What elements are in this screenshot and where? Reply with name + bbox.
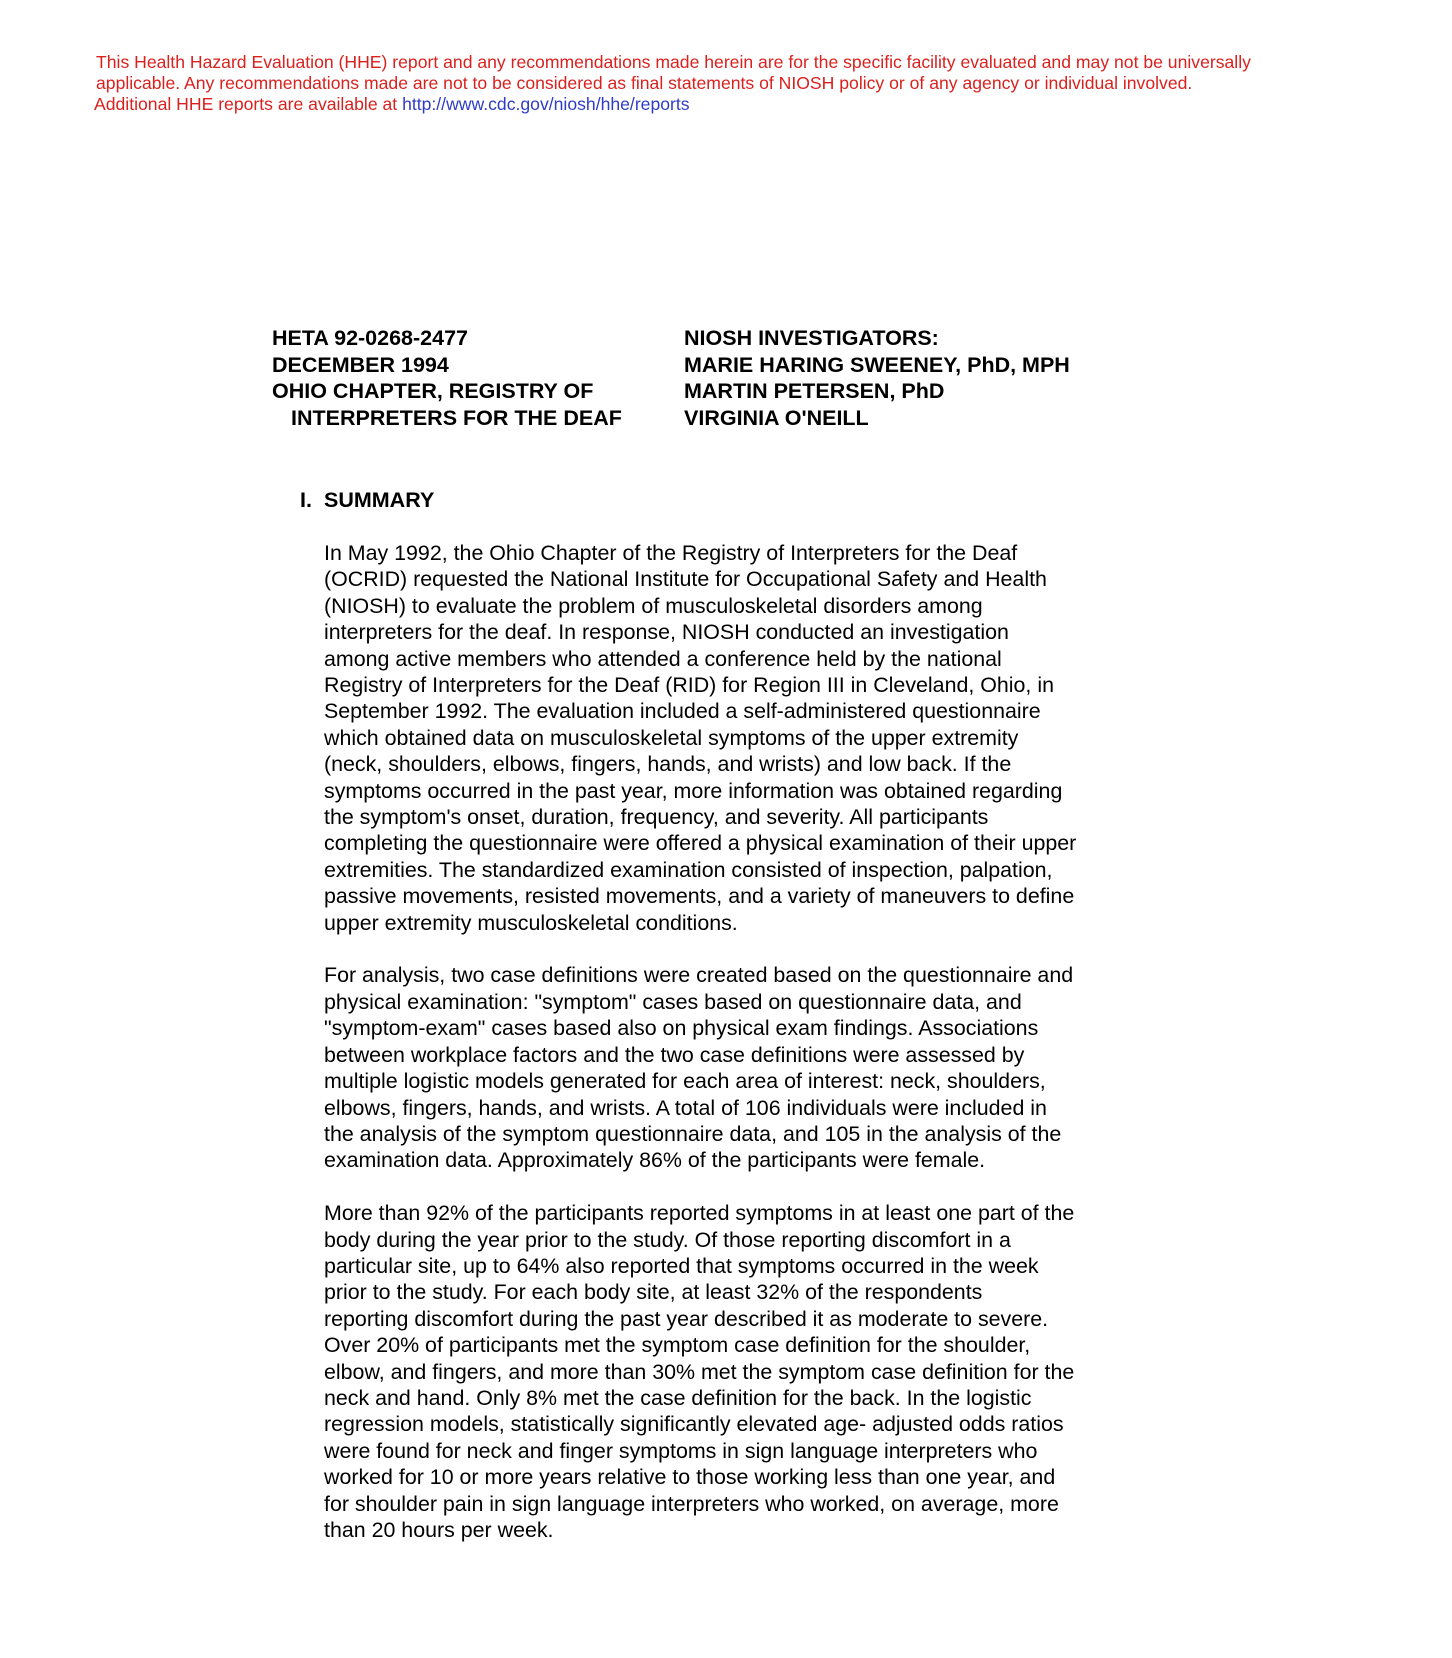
- disclaimer-line-1: This Health Hazard Evaluation (HHE) report and any recommendations made herein are for the specific facility evaluated and may not be universally: [96, 52, 1251, 72]
- paragraph-line: prior to the study. For each body site, at least 32% of the respondents: [324, 1280, 983, 1305]
- report-info: [272, 325, 622, 431]
- paragraph-line: between workplace factors and the two case definitions were assessed by: [324, 1042, 1025, 1067]
- paragraph-line: examination data. Approximately 86% of the participants were female.: [324, 1148, 986, 1173]
- paragraph-line: symptoms occurred in the past year, more information was obtained regarding: [324, 778, 1063, 803]
- paragraph-line: the analysis of the symptom questionnaire data, and 105 in the analysis of the: [324, 1121, 1062, 1146]
- paragraph-line: than 20 hours per week.: [324, 1518, 554, 1542]
- section-heading: [300, 487, 434, 513]
- paragraph-line: regression models, statistically significantly elevated age- adjusted odds ratios: [324, 1412, 1064, 1437]
- summary-paragraph: [324, 540, 1174, 936]
- paragraph-line: reporting discomfort during the past year described it as moderate to severe.: [324, 1306, 1049, 1331]
- paragraph-line: extremities. The standardized examination consisted of inspection, palpation,: [324, 857, 1053, 882]
- report-date: DECEMBER 1994: [272, 352, 449, 377]
- paragraph-line: upper extremity musculoskeletal conditions.: [324, 910, 738, 935]
- investigator-name: VIRGINIA O'NEILL: [684, 405, 869, 430]
- summary-paragraph: [324, 1200, 1174, 1543]
- paragraph-line: Registry of Interpreters for the Deaf (RID) for Region III in Cleveland, Ohio, in: [324, 673, 1054, 698]
- investigators: [684, 325, 1070, 431]
- paragraph-line: worked for 10 or more years relative to those working less than one year, and: [324, 1465, 1056, 1490]
- paragraph-line: elbows, fingers, hands, and wrists. A total of 106 individuals were included in: [324, 1095, 1047, 1120]
- paragraph-line: particular site, up to 64% also reported that symptoms occurred in the week: [324, 1253, 1039, 1278]
- disclaimer-line-3: [94, 94, 1416, 115]
- paragraph-line: (NIOSH) to evaluate the problem of musculoskeletal disorders among: [324, 593, 983, 618]
- investigator-name: MARTIN PETERSEN, PhD: [684, 379, 945, 403]
- paragraph-line: neck and hand. Only 8% met the case definition for the back. In the logistic: [324, 1385, 1032, 1410]
- summary-paragraph: [324, 962, 1174, 1173]
- paragraph-line: (OCRID) requested the National Institute for Occupational Safety and Health: [324, 567, 1047, 592]
- disclaimer-prefix: Additional HHE reports are available at: [94, 94, 403, 114]
- paragraph-line: For analysis, two case definitions were created based on the questionnaire and: [324, 963, 1074, 988]
- paragraph-line: elbow, and fingers, and more than 30% met the symptom case definition for the: [324, 1359, 1075, 1384]
- paragraph-line: for shoulder pain in sign language interpreters who worked, on average, more: [324, 1491, 1059, 1516]
- paragraph-line: which obtained data on musculoskeletal symptoms of the upper extremity: [324, 725, 1019, 750]
- paragraph-line: September 1992. The evaluation included a self-administered questionnaire: [324, 699, 1041, 724]
- disclaimer-line-2: applicable. Any recommendations made are not to be considered as final statements of NIOSH policy or of any agency or individual involved.: [96, 73, 1193, 93]
- summary-body: [324, 540, 1174, 1570]
- paragraph-line: physical examination: "symptom" cases based on questionnaire data, and: [324, 989, 1022, 1014]
- disclaimer: [96, 52, 1416, 115]
- investigator-name: MARIE HARING SWEENEY, PhD, MPH: [684, 352, 1070, 377]
- organization-line-1: OHIO CHAPTER, REGISTRY OF: [272, 379, 594, 403]
- paragraph-line: "symptom-exam" cases based also on physical exam findings. Associations: [324, 1016, 1039, 1041]
- report-number: HETA 92-0268-2477: [272, 326, 468, 350]
- paragraph-line: More than 92% of the participants reported symptoms in at least one part of the: [324, 1201, 1075, 1226]
- paragraph-line: multiple logistic models generated for each area of interest: neck, shoulders,: [324, 1069, 1046, 1094]
- investigators-label: NIOSH INVESTIGATORS:: [684, 326, 939, 350]
- paragraph-line: (neck, shoulders, elbows, fingers, hands, and wrists) and low back. If the: [324, 752, 1012, 777]
- paragraph-line: Over 20% of participants met the symptom case definition for the shoulder,: [324, 1333, 1031, 1358]
- organization-line-2: INTERPRETERS FOR THE DEAF: [291, 405, 622, 430]
- paragraph-line: In May 1992, the Ohio Chapter of the Registry of Interpreters for the Deaf: [324, 541, 1018, 565]
- paragraph-line: body during the year prior to the study. Of those reporting discomfort in a: [324, 1227, 1011, 1252]
- paragraph-line: the symptom's onset, duration, frequency, and severity. All participants: [324, 805, 989, 830]
- section-number: I.: [300, 488, 312, 512]
- hhe-reports-link[interactable]: http://www.cdc.gov/niosh/hhe/reports: [402, 94, 690, 114]
- paragraph-line: among active members who attended a conference held by the national: [324, 646, 1002, 671]
- paragraph-line: passive movements, resisted movements, and a variety of maneuvers to define: [324, 884, 1075, 909]
- section-title: SUMMARY: [324, 488, 435, 512]
- paragraph-line: were found for neck and finger symptoms in sign language interpreters who: [324, 1438, 1038, 1463]
- paragraph-line: interpreters for the deaf. In response, NIOSH conducted an investigation: [324, 620, 1009, 645]
- paragraph-line: completing the questionnaire were offered a physical examination of their upper: [324, 831, 1077, 856]
